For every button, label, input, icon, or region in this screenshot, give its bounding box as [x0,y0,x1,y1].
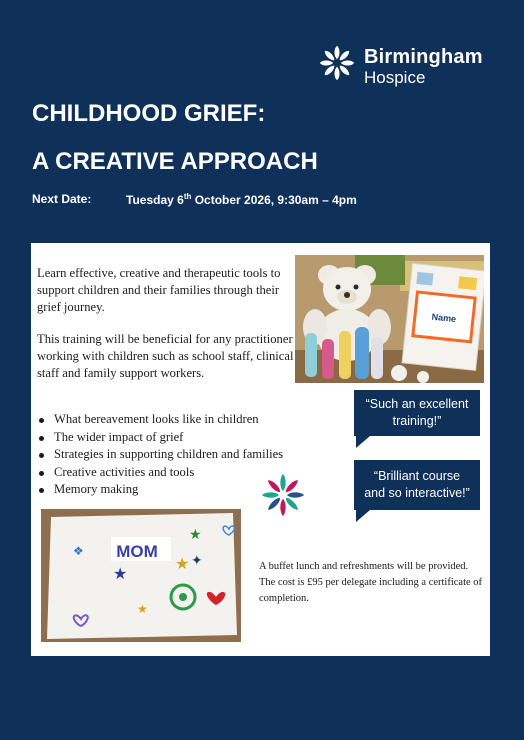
list-item: The wider impact of grief [37,429,347,447]
teddy-bear-photo [295,255,484,383]
next-date-ordinal: th [183,192,192,201]
svg-text:★: ★ [175,556,190,573]
testimonial-bubble-1 [354,390,480,436]
next-date-day: Tuesday 6 [126,193,184,207]
birmingham-hospice-logo [318,44,498,87]
svg-text:★: ★ [189,526,202,542]
list-item: Memory making [37,481,347,499]
intro-paragraph: Learn effective, creative and therapeutic tools to support children and their families through their grief journey. [37,266,281,314]
memory-banner-text: MOM [116,542,158,561]
list-item: Creative activities and tools [37,464,347,482]
svg-text:★: ★ [113,566,128,583]
svg-text:★: ★ [137,602,148,616]
brand-name: Birmingham [364,46,483,68]
flower-logo-icon [318,44,356,82]
buffet-info: A buffet lunch and refreshments will be provided. The cost is £95 per delegate including a certificate of completion. [259,561,483,604]
next-date-value [126,192,357,207]
memory-blanket-photo [41,509,241,642]
hospice-flower-icon [259,471,307,519]
page-title-line-1: CHILDHOOD GRIEF: [32,100,266,127]
svg-text:❖: ❖ [73,544,84,558]
testimonial-text: “Brilliant course and so interactive!” [364,469,470,500]
next-date-rest: October 2026, 9:30am – 4pm [191,193,357,207]
info-panel [31,243,490,656]
brand-subname: Hospice [364,68,426,87]
audience-paragraph: This training will be beneficial for any practitioner working with children such as school staff, clinical staff and family support workers. [37,332,294,380]
name-card-text: Name [431,311,457,325]
testimonial-bubble-2 [354,460,480,510]
list-item: Strategies in supporting children and families [37,446,347,464]
page-title-line-2: A CREATIVE APPROACH [32,148,318,175]
testimonial-text: “Such an excellent training!” [365,397,469,428]
list-item: What bereavement looks like in children [37,411,347,429]
next-date-label: Next Date: [32,192,92,206]
svg-text:✦: ✦ [191,552,203,568]
